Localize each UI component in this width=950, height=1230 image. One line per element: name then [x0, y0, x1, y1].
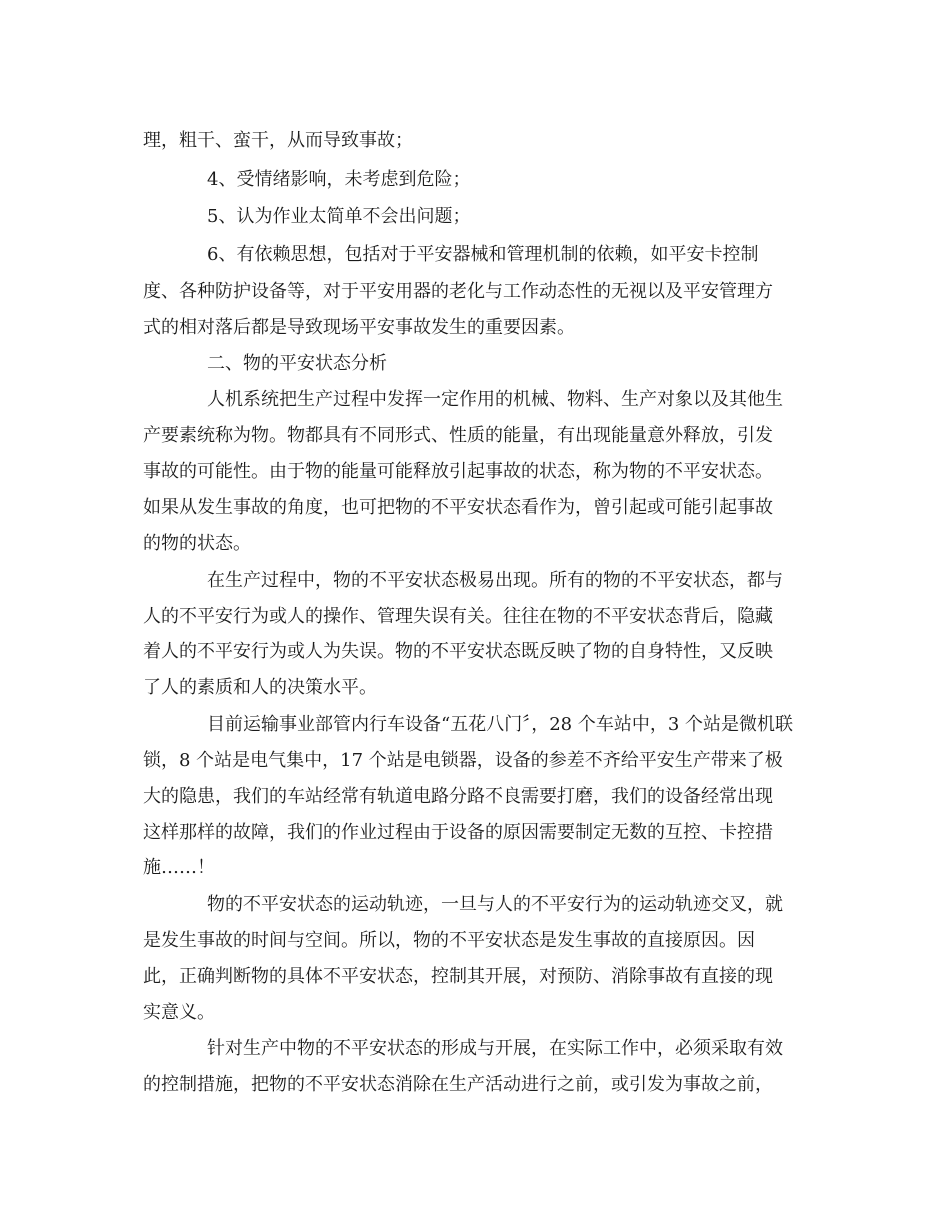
text-line: 这样那样的故障，我们的作业过程由于设备的原因需要制定无数的互控、卡控措 — [143, 822, 773, 843]
text-line: 实意义。 — [143, 1002, 215, 1023]
text-line: 人机系统把生产过程中发挥一定作用的机械、物料、生产对象以及其他生 — [207, 389, 783, 410]
text-line: 6、有依赖思想，包括对于平安器械和管理机制的依赖，如平安卡控制 — [207, 244, 759, 265]
text-line: 施……！ — [143, 857, 215, 878]
section-heading: 二、物的平安状态分析 — [207, 353, 387, 374]
text-line: 锁，8 个站是电气集中，17 个站是电锁器，设备的参差不齐给平安生产带来了极 — [143, 750, 783, 771]
text-line: 在生产过程中，物的不平安状态极易出现。所有的物的不平安状态，都与 — [207, 570, 783, 591]
text-line: 了人的素质和人的决策水平。 — [143, 677, 377, 698]
text-line: 4、受情绪影响，未考虑到危险； — [207, 169, 471, 190]
text-line: 5、认为作业太简单不会出问题； — [207, 206, 471, 227]
text-line: 针对生产中物的不平安状态的形成与开展，在实际工作中，必须采取有效 — [207, 1038, 783, 1059]
text-line: 大的隐患，我们的车站经常有轨道电路分路不良需要打磨，我们的设备经常出现 — [143, 786, 773, 807]
text-line: 目前运输事业部管内行车设备“五花八门〞，28 个车站中，3 个站是微机联 — [207, 714, 793, 735]
text-line: 如果从发生事故的角度，也可把物的不平安状态看作为，曾引起或可能引起事故 — [143, 497, 773, 518]
text-line: 的物的状态。 — [143, 533, 251, 554]
text-line: 人的不平安行为或人的操作、管理失误有关。往往在物的不平安状态背后，隐藏 — [143, 606, 773, 627]
text-line: 事故的可能性。由于物的能量可能释放引起事故的状态，称为物的不平安状态。 — [143, 461, 773, 482]
text-line: 理，粗干、蛮干，从而导致事故； — [143, 130, 413, 151]
text-line: 物的不平安状态的运动轨迹，一旦与人的不平安行为的运动轨迹交叉，就 — [207, 894, 783, 915]
text-line: 产要素统称为物。物都具有不同形式、性质的能量，有出现能量意外释放，引发 — [143, 425, 773, 446]
text-line: 此，正确判断物的具体不平安状态，控制其开展，对预防、消除事故有直接的现 — [143, 966, 773, 987]
text-line: 着人的不平安行为或人为失误。物的不平安状态既反映了物的自身特性，又反映 — [143, 641, 773, 662]
text-line: 的控制措施，把物的不平安状态消除在生产活动进行之前，或引发为事故之前， — [143, 1074, 773, 1095]
text-line: 是发生事故的时间与空间。所以，物的不平安状态是发生事故的直接原因。因 — [143, 930, 755, 951]
text-line: 式的相对落后都是导致现场平安事故发生的重要因素。 — [143, 317, 575, 338]
text-line: 度、各种防护设备等，对于平安用器的老化与工作动态性的无视以及平安管理方 — [143, 281, 773, 302]
